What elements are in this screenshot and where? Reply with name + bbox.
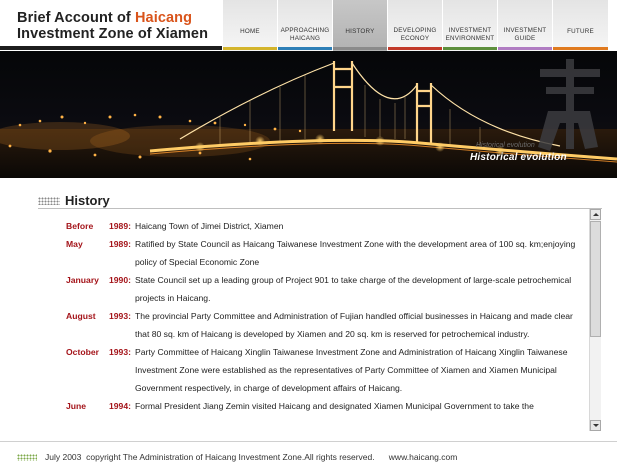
- entry-month: Before: [66, 221, 94, 231]
- history-entry: [58, 235, 589, 271]
- entry-text: Haicang Town of Jimei District, Xiamen: [135, 221, 284, 231]
- nav-guide-label: INVESTMENT GUIDE: [503, 27, 547, 42]
- entry-month: January: [66, 275, 99, 285]
- entry-date: [58, 397, 135, 415]
- nav-developing-bar: [388, 47, 442, 50]
- history-entry: [58, 307, 589, 343]
- banner-caption: Historical evolution: [470, 152, 567, 163]
- banner-image: [0, 51, 617, 178]
- nav-history-bar: [333, 47, 387, 50]
- entry-month: August: [66, 311, 96, 321]
- entry-date: [58, 307, 135, 343]
- banner-caption-shadow: Historical evolution: [476, 142, 535, 149]
- entry-text: Party Committee of Haicang Xinglin Taiwanese Investment Zone and Administration of Haicang Xinglin Taiwanese Investment Zone were established as the representatives of Party Committee of Xiamen and Xiamen Municipal Government respectively, in charge of development affairs of Haicang.: [135, 347, 568, 393]
- scroll-down-arrow-icon[interactable]: [590, 420, 601, 431]
- nav-developing-economy[interactable]: [387, 0, 442, 51]
- entry-month: May: [66, 239, 83, 249]
- history-list[interactable]: [58, 209, 589, 432]
- nav-investment-environment[interactable]: [442, 0, 497, 51]
- entry-year: 1990:: [109, 275, 131, 285]
- site-header: [0, 0, 617, 51]
- entry-month: June: [66, 401, 87, 411]
- footer-copyright: July 2003 copyright The Administration of Haicang Investment Zone.All rights reserved. www.haicang.com: [45, 452, 458, 462]
- nav-home[interactable]: [222, 0, 277, 51]
- history-entry: [58, 217, 589, 235]
- footer-dots-icon: [17, 454, 37, 461]
- nav-history-label: HISTORY: [345, 28, 375, 35]
- nav-approaching-haicang[interactable]: [277, 0, 332, 51]
- entry-date: [58, 217, 135, 235]
- entry-text: Ratified by State Council as Haicang Taiwanese Investment Zone with the development area of 100 sq. km;enjoying policy of Special Economic Zone: [135, 239, 576, 267]
- main-nav: [222, 0, 608, 51]
- entry-year: 1989:: [109, 239, 131, 249]
- entry-text: State Council set up a leading group of Project 901 to take charge of the development of large-scale petrochemical projects in Haicang.: [135, 275, 572, 303]
- entry-date: [58, 235, 135, 271]
- footer: [17, 452, 457, 462]
- nav-guide-bar: [498, 47, 552, 50]
- nav-future-label: FUTURE: [567, 28, 594, 35]
- site-title-prefix: Brief Account of: [17, 10, 135, 26]
- heading-dots-icon: [38, 197, 60, 205]
- entry-year: 1989:: [109, 221, 131, 231]
- nav-environment-label: INVESTMENT ENVIRONMENT: [445, 27, 495, 42]
- entry-text: The provincial Party Committee and Administration of Fujian handled official businesses in Haicang and made clear that 80 sq. km of Haicang is developed by Xiamen and 20 sq. km is reserved for petrochemical industry.: [135, 311, 573, 339]
- entry-year: 1993:: [109, 311, 131, 321]
- history-scrollbar[interactable]: [589, 209, 601, 431]
- entry-date: [58, 271, 135, 307]
- nav-environment-bar: [443, 47, 497, 50]
- site-title: [17, 10, 208, 42]
- history-entry: [58, 271, 589, 307]
- site-title-line2: Investment Zone of Xiamen: [17, 26, 209, 42]
- entry-year: 1993:: [109, 347, 131, 357]
- entry-month: October: [66, 347, 99, 357]
- site-title-highlight: Haicang: [134, 10, 193, 26]
- title-underline: [0, 46, 222, 50]
- scroll-thumb[interactable]: [590, 221, 601, 337]
- entry-text: Formal President Jiang Zemin visited Haicang and designated Xiamen Municipal Government to take the: [135, 401, 534, 411]
- nav-home-label: HOME: [240, 28, 260, 35]
- nav-home-bar: [223, 47, 277, 50]
- nav-approaching-label: APPROACHING HAICANG: [280, 27, 330, 42]
- nav-investment-guide[interactable]: [497, 0, 552, 51]
- footer-divider: [0, 441, 617, 442]
- section-title: History: [65, 193, 110, 209]
- scroll-up-arrow-icon[interactable]: [590, 209, 601, 220]
- entry-date: [58, 343, 135, 397]
- nav-future[interactable]: [552, 0, 608, 51]
- nav-future-bar: [553, 47, 608, 50]
- nav-approaching-bar: [278, 47, 332, 50]
- nav-developing-label: DEVELOPING ECONOY: [393, 27, 437, 42]
- nav-history[interactable]: [332, 0, 387, 51]
- history-entry: [58, 397, 589, 415]
- entry-year: 1994:: [109, 401, 131, 411]
- history-entry: [58, 343, 589, 397]
